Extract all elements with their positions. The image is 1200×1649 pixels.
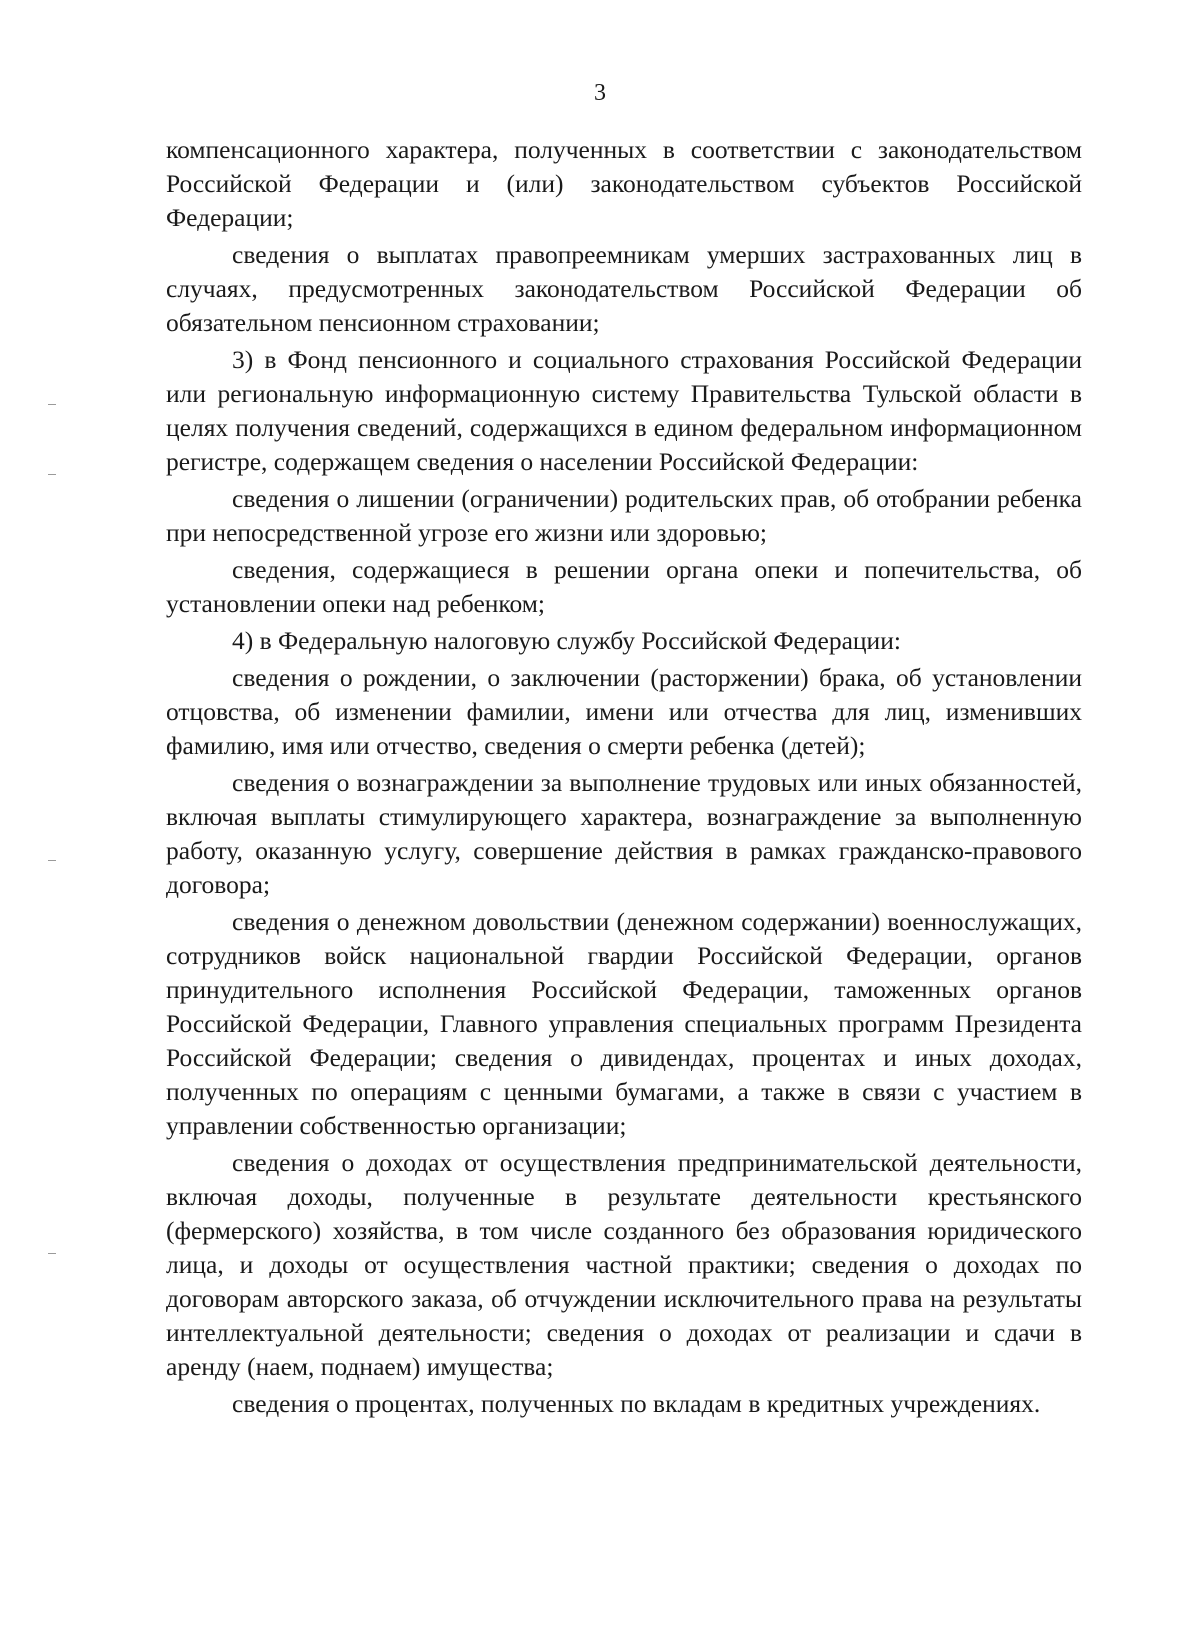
- paragraph: сведения о процентах, полученных по вкладам в кредитных учреждениях.: [232, 1389, 1041, 1418]
- margin-mark: [48, 404, 56, 405]
- paragraph: сведения о рождении, о заключении (расторжении) брака, об установлении отцовства, об изменении фамилии, имени или отчества для лиц, изменивших фамилию, имя или отчество, сведения о смерти ребенка (детей);: [166, 663, 1082, 760]
- margin-mark: [48, 474, 56, 475]
- paragraph: сведения о выплатах правопреемникам умерших застрахованных лиц в случаях, предусмотренных законодательством Российской Федерации об обязательном пенсионном страховании;: [166, 240, 1082, 337]
- paragraph: сведения о лишении (ограничении) родительских прав, об отобрании ребенка при непосредственной угрозе его жизни или здоровью;: [166, 484, 1082, 547]
- document-body: [166, 133, 1082, 1424]
- paragraph: 4) в Федеральную налоговую службу Российской Федерации:: [232, 626, 901, 655]
- paragraph: компенсационного характера, полученных в соответствии с законодательством Российской Федерации и (или) законодательством субъектов Российской Федерации;: [166, 135, 1082, 232]
- margin-mark: [48, 860, 56, 861]
- paragraph: сведения, содержащиеся в решении органа опеки и попечительства, об установлении опеки над ребенком;: [166, 555, 1082, 618]
- paragraph: сведения о доходах от осуществления предпринимательской деятельности, включая доходы, полученные в результате деятельности крестьянского (фермерского) хозяйства, в том числе созданного без образования юридического лица, и доходы от осуществления частной практики; сведения о доходах по договорам авторского заказа, об отчуждении исключительного права на результаты интеллектуальной деятельности; сведения о доходах от реализации и сдачи в аренду (наем, поднаем) имущества;: [166, 1148, 1082, 1381]
- paragraph: сведения о вознаграждении за выполнение трудовых или иных обязанностей, включая выплаты стимулирующего характера, вознаграждение за выполненную работу, оказанную услугу, совершение действия в рамках гражданско-правового договора;: [166, 768, 1082, 899]
- margin-mark: [48, 1253, 56, 1254]
- paragraph: сведения о денежном довольствии (денежном содержании) военнослужащих, сотрудников войск национальной гвардии Российской Федерации, органов принудительного исполнения Российской Федерации, таможенных органов Российской Федерации, Главного управления специальных программ Президента Российской Федерации; сведения о дивидендах, процентах и иных доходах, полученных по операциям с ценными бумагами, а также в связи с участием в управлении собственностью организации;: [166, 907, 1082, 1140]
- page-number: 3: [594, 80, 606, 106]
- paragraph: 3) в Фонд пенсионного и социального страхования Российской Федерации или региональную информационную систему Правительства Тульской области в целях получения сведений, содержащихся в едином федеральном информационном регистре, содержащем сведения о населении Российской Федерации:: [166, 345, 1082, 476]
